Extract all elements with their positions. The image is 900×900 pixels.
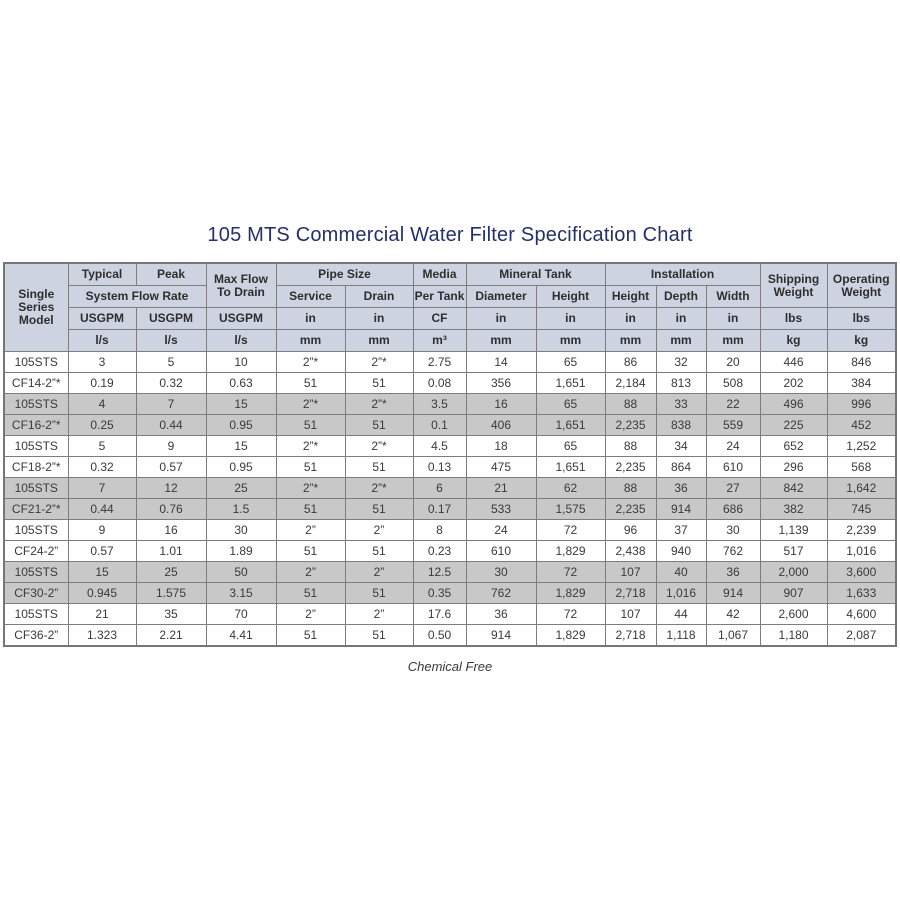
value-cell: 36 (706, 562, 760, 583)
value-cell: 4.5 (413, 436, 466, 457)
unit-usgpm: USGPM (136, 308, 206, 330)
value-cell: 838 (656, 415, 706, 436)
header-per-tank: Per Tank (413, 286, 466, 308)
model-cell: CF21-2”* (4, 499, 68, 520)
value-cell: 51 (345, 499, 413, 520)
value-cell: 62 (536, 478, 605, 499)
value-cell: 475 (466, 457, 536, 478)
header-shipping-weight: Shipping Weight (760, 263, 827, 308)
value-cell: 42 (706, 604, 760, 625)
value-cell: 37 (656, 520, 706, 541)
value-cell: 50 (206, 562, 276, 583)
value-cell: 72 (536, 604, 605, 625)
header-mineral-tank: Mineral Tank (466, 263, 605, 286)
value-cell: 21 (68, 604, 136, 625)
value-cell: 12 (136, 478, 206, 499)
table-row (4, 562, 896, 583)
value-cell: 4,600 (827, 604, 896, 625)
value-cell: 9 (68, 520, 136, 541)
value-cell: 2,438 (605, 541, 656, 562)
value-cell: 5 (136, 352, 206, 373)
value-cell: 0.13 (413, 457, 466, 478)
value-cell: 813 (656, 373, 706, 394)
value-cell: 51 (345, 583, 413, 604)
table-row (4, 436, 896, 457)
value-cell: 2”* (276, 436, 345, 457)
header-drain: Drain (345, 286, 413, 308)
value-cell: 2” (276, 562, 345, 583)
value-cell: 2.21 (136, 625, 206, 647)
value-cell: 0.57 (136, 457, 206, 478)
value-cell: 996 (827, 394, 896, 415)
header-operating-weight: Operating Weight (827, 263, 896, 308)
value-cell: 686 (706, 499, 760, 520)
value-cell: 914 (466, 625, 536, 647)
value-cell: 8 (413, 520, 466, 541)
value-cell: 72 (536, 520, 605, 541)
value-cell: 20 (706, 352, 760, 373)
value-cell: 2” (345, 604, 413, 625)
header-mineral-height: Height (536, 286, 605, 308)
value-cell: 1,651 (536, 373, 605, 394)
value-cell: 0.1 (413, 415, 466, 436)
value-cell: 2” (276, 520, 345, 541)
value-cell: 1,575 (536, 499, 605, 520)
value-cell: 16 (466, 394, 536, 415)
value-cell: 17.6 (413, 604, 466, 625)
value-cell: 914 (706, 583, 760, 604)
value-cell: 1,016 (656, 583, 706, 604)
value-cell: 940 (656, 541, 706, 562)
value-cell: 10 (206, 352, 276, 373)
value-cell: 1.5 (206, 499, 276, 520)
unit-in: in (466, 308, 536, 330)
model-cell: 105STS (4, 604, 68, 625)
table-body (4, 352, 896, 647)
value-cell: 0.95 (206, 457, 276, 478)
table-row (4, 415, 896, 436)
header-model: Single Series Model (4, 263, 68, 352)
value-cell: 40 (656, 562, 706, 583)
value-cell: 2,235 (605, 415, 656, 436)
value-cell: 30 (706, 520, 760, 541)
unit-mm: mm (536, 330, 605, 352)
table-row (4, 478, 896, 499)
value-cell: 0.945 (68, 583, 136, 604)
value-cell: 51 (345, 373, 413, 394)
unit-mm: mm (466, 330, 536, 352)
value-cell: 9 (136, 436, 206, 457)
value-cell: 610 (466, 541, 536, 562)
value-cell: 2,718 (605, 583, 656, 604)
value-cell: 762 (466, 583, 536, 604)
value-cell: 65 (536, 436, 605, 457)
value-cell: 2”* (276, 478, 345, 499)
value-cell: 762 (706, 541, 760, 562)
value-cell: 0.44 (68, 499, 136, 520)
value-cell: 3.5 (413, 394, 466, 415)
value-cell: 1,252 (827, 436, 896, 457)
footnote: Chemical Free (407, 659, 493, 674)
value-cell: 0.25 (68, 415, 136, 436)
value-cell: 32 (656, 352, 706, 373)
value-cell: 2”* (345, 352, 413, 373)
value-cell: 0.08 (413, 373, 466, 394)
unit-lbs: lbs (760, 308, 827, 330)
unit-mm: mm (276, 330, 345, 352)
value-cell: 51 (276, 625, 345, 647)
value-cell: 51 (345, 541, 413, 562)
header-install-height: Height (605, 286, 656, 308)
value-cell: 70 (206, 604, 276, 625)
model-cell: 105STS (4, 394, 68, 415)
value-cell: 2” (345, 562, 413, 583)
value-cell: 652 (760, 436, 827, 457)
value-cell: 51 (276, 583, 345, 604)
unit-in: in (706, 308, 760, 330)
header-system-flow-rate: System Flow Rate (68, 286, 206, 308)
table-row (4, 541, 896, 562)
value-cell: 27 (706, 478, 760, 499)
value-cell: 1,633 (827, 583, 896, 604)
value-cell: 2,087 (827, 625, 896, 647)
value-cell: 35 (136, 604, 206, 625)
model-cell: 105STS (4, 562, 68, 583)
value-cell: 452 (827, 415, 896, 436)
header-width: Width (706, 286, 760, 308)
value-cell: 2”* (345, 478, 413, 499)
value-cell: 3 (68, 352, 136, 373)
value-cell: 446 (760, 352, 827, 373)
value-cell: 65 (536, 394, 605, 415)
value-cell: 2,235 (605, 457, 656, 478)
model-cell: CF36-2” (4, 625, 68, 647)
model-cell: CF14-2”* (4, 373, 68, 394)
value-cell: 610 (706, 457, 760, 478)
value-cell: 907 (760, 583, 827, 604)
value-cell: 4 (68, 394, 136, 415)
value-cell: 202 (760, 373, 827, 394)
value-cell: 51 (276, 373, 345, 394)
value-cell: 1,829 (536, 541, 605, 562)
value-cell: 51 (276, 499, 345, 520)
table-row (4, 583, 896, 604)
value-cell: 72 (536, 562, 605, 583)
value-cell: 356 (466, 373, 536, 394)
table-header (4, 263, 896, 352)
unit-lps: l/s (206, 330, 276, 352)
value-cell: 1,016 (827, 541, 896, 562)
unit-usgpm: USGPM (206, 308, 276, 330)
value-cell: 0.63 (206, 373, 276, 394)
value-cell: 225 (760, 415, 827, 436)
value-cell: 15 (68, 562, 136, 583)
unit-lps: l/s (136, 330, 206, 352)
header-diameter: Diameter (466, 286, 536, 308)
value-cell: 2” (345, 520, 413, 541)
header-installation: Installation (605, 263, 760, 286)
header-service: Service (276, 286, 345, 308)
table-row (4, 457, 896, 478)
value-cell: 15 (206, 436, 276, 457)
unit-in: in (276, 308, 345, 330)
value-cell: 914 (656, 499, 706, 520)
unit-mm: mm (706, 330, 760, 352)
unit-kg: kg (760, 330, 827, 352)
table-row (4, 520, 896, 541)
model-cell: CF30-2” (4, 583, 68, 604)
unit-mm: mm (656, 330, 706, 352)
value-cell: 0.35 (413, 583, 466, 604)
unit-in: in (345, 308, 413, 330)
value-cell: 0.17 (413, 499, 466, 520)
value-cell: 25 (136, 562, 206, 583)
unit-cf: CF (413, 308, 466, 330)
value-cell: 517 (760, 541, 827, 562)
model-cell: 105STS (4, 478, 68, 499)
value-cell: 1.575 (136, 583, 206, 604)
value-cell: 559 (706, 415, 760, 436)
value-cell: 88 (605, 394, 656, 415)
unit-lps: l/s (68, 330, 136, 352)
page-title: 105 MTS Commercial Water Filter Specification Chart (207, 224, 693, 246)
value-cell: 842 (760, 478, 827, 499)
value-cell: 15 (206, 394, 276, 415)
value-cell: 51 (276, 541, 345, 562)
value-cell: 107 (605, 562, 656, 583)
header-media: Media (413, 263, 466, 286)
value-cell: 1,139 (760, 520, 827, 541)
value-cell: 107 (605, 604, 656, 625)
value-cell: 1.89 (206, 541, 276, 562)
value-cell: 2,239 (827, 520, 896, 541)
value-cell: 21 (466, 478, 536, 499)
unit-mm: mm (605, 330, 656, 352)
value-cell: 508 (706, 373, 760, 394)
value-cell: 4.41 (206, 625, 276, 647)
value-cell: 0.32 (136, 373, 206, 394)
model-cell: 105STS (4, 520, 68, 541)
value-cell: 1,651 (536, 457, 605, 478)
value-cell: 96 (605, 520, 656, 541)
value-cell: 0.19 (68, 373, 136, 394)
value-cell: 36 (466, 604, 536, 625)
value-cell: 382 (760, 499, 827, 520)
model-cell: CF24-2” (4, 541, 68, 562)
value-cell: 24 (466, 520, 536, 541)
model-cell: CF16-2”* (4, 415, 68, 436)
value-cell: 0.95 (206, 415, 276, 436)
value-cell: 745 (827, 499, 896, 520)
value-cell: 14 (466, 352, 536, 373)
header-pipe-size: Pipe Size (276, 263, 413, 286)
value-cell: 33 (656, 394, 706, 415)
header-peak: Peak (136, 263, 206, 286)
value-cell: 2” (276, 604, 345, 625)
value-cell: 2,600 (760, 604, 827, 625)
header-max-flow-to-drain: Max Flow To Drain (206, 263, 276, 308)
value-cell: 1.323 (68, 625, 136, 647)
unit-in: in (656, 308, 706, 330)
value-cell: 2,718 (605, 625, 656, 647)
value-cell: 25 (206, 478, 276, 499)
value-cell: 16 (136, 520, 206, 541)
value-cell: 1,118 (656, 625, 706, 647)
table-row (4, 352, 896, 373)
value-cell: 22 (706, 394, 760, 415)
value-cell: 0.57 (68, 541, 136, 562)
unit-lbs: lbs (827, 308, 896, 330)
value-cell: 3.15 (206, 583, 276, 604)
value-cell: 0.32 (68, 457, 136, 478)
spec-table (3, 262, 897, 647)
value-cell: 0.44 (136, 415, 206, 436)
value-cell: 51 (276, 457, 345, 478)
value-cell: 1,180 (760, 625, 827, 647)
value-cell: 51 (276, 415, 345, 436)
value-cell: 7 (68, 478, 136, 499)
value-cell: 3,600 (827, 562, 896, 583)
value-cell: 7 (136, 394, 206, 415)
table-row (4, 625, 896, 647)
value-cell: 533 (466, 499, 536, 520)
value-cell: 1,642 (827, 478, 896, 499)
value-cell: 568 (827, 457, 896, 478)
value-cell: 406 (466, 415, 536, 436)
value-cell: 296 (760, 457, 827, 478)
value-cell: 6 (413, 478, 466, 499)
unit-m3: m³ (413, 330, 466, 352)
value-cell: 1,829 (536, 625, 605, 647)
value-cell: 1,829 (536, 583, 605, 604)
value-cell: 2”* (276, 352, 345, 373)
unit-kg: kg (827, 330, 896, 352)
value-cell: 30 (466, 562, 536, 583)
value-cell: 2”* (345, 394, 413, 415)
value-cell: 65 (536, 352, 605, 373)
value-cell: 2”* (276, 394, 345, 415)
model-cell: 105STS (4, 436, 68, 457)
value-cell: 18 (466, 436, 536, 457)
table-row (4, 604, 896, 625)
value-cell: 496 (760, 394, 827, 415)
value-cell: 2,235 (605, 499, 656, 520)
value-cell: 51 (345, 625, 413, 647)
table-row (4, 499, 896, 520)
value-cell: 846 (827, 352, 896, 373)
value-cell: 30 (206, 520, 276, 541)
value-cell: 51 (345, 415, 413, 436)
value-cell: 0.76 (136, 499, 206, 520)
value-cell: 12.5 (413, 562, 466, 583)
value-cell: 2,184 (605, 373, 656, 394)
value-cell: 2.75 (413, 352, 466, 373)
value-cell: 36 (656, 478, 706, 499)
unit-mm: mm (345, 330, 413, 352)
value-cell: 34 (656, 436, 706, 457)
value-cell: 1,651 (536, 415, 605, 436)
value-cell: 51 (345, 457, 413, 478)
table-row (4, 373, 896, 394)
model-cell: CF18-2”* (4, 457, 68, 478)
value-cell: 88 (605, 478, 656, 499)
model-cell: 105STS (4, 352, 68, 373)
value-cell: 2”* (345, 436, 413, 457)
value-cell: 24 (706, 436, 760, 457)
value-cell: 384 (827, 373, 896, 394)
header-depth: Depth (656, 286, 706, 308)
value-cell: 0.50 (413, 625, 466, 647)
value-cell: 44 (656, 604, 706, 625)
unit-usgpm: USGPM (68, 308, 136, 330)
value-cell: 5 (68, 436, 136, 457)
table-row (4, 394, 896, 415)
value-cell: 86 (605, 352, 656, 373)
unit-in: in (605, 308, 656, 330)
value-cell: 88 (605, 436, 656, 457)
value-cell: 2,000 (760, 562, 827, 583)
value-cell: 864 (656, 457, 706, 478)
header-typical: Typical (68, 263, 136, 286)
value-cell: 0.23 (413, 541, 466, 562)
value-cell: 1.01 (136, 541, 206, 562)
value-cell: 1,067 (706, 625, 760, 647)
unit-in: in (536, 308, 605, 330)
